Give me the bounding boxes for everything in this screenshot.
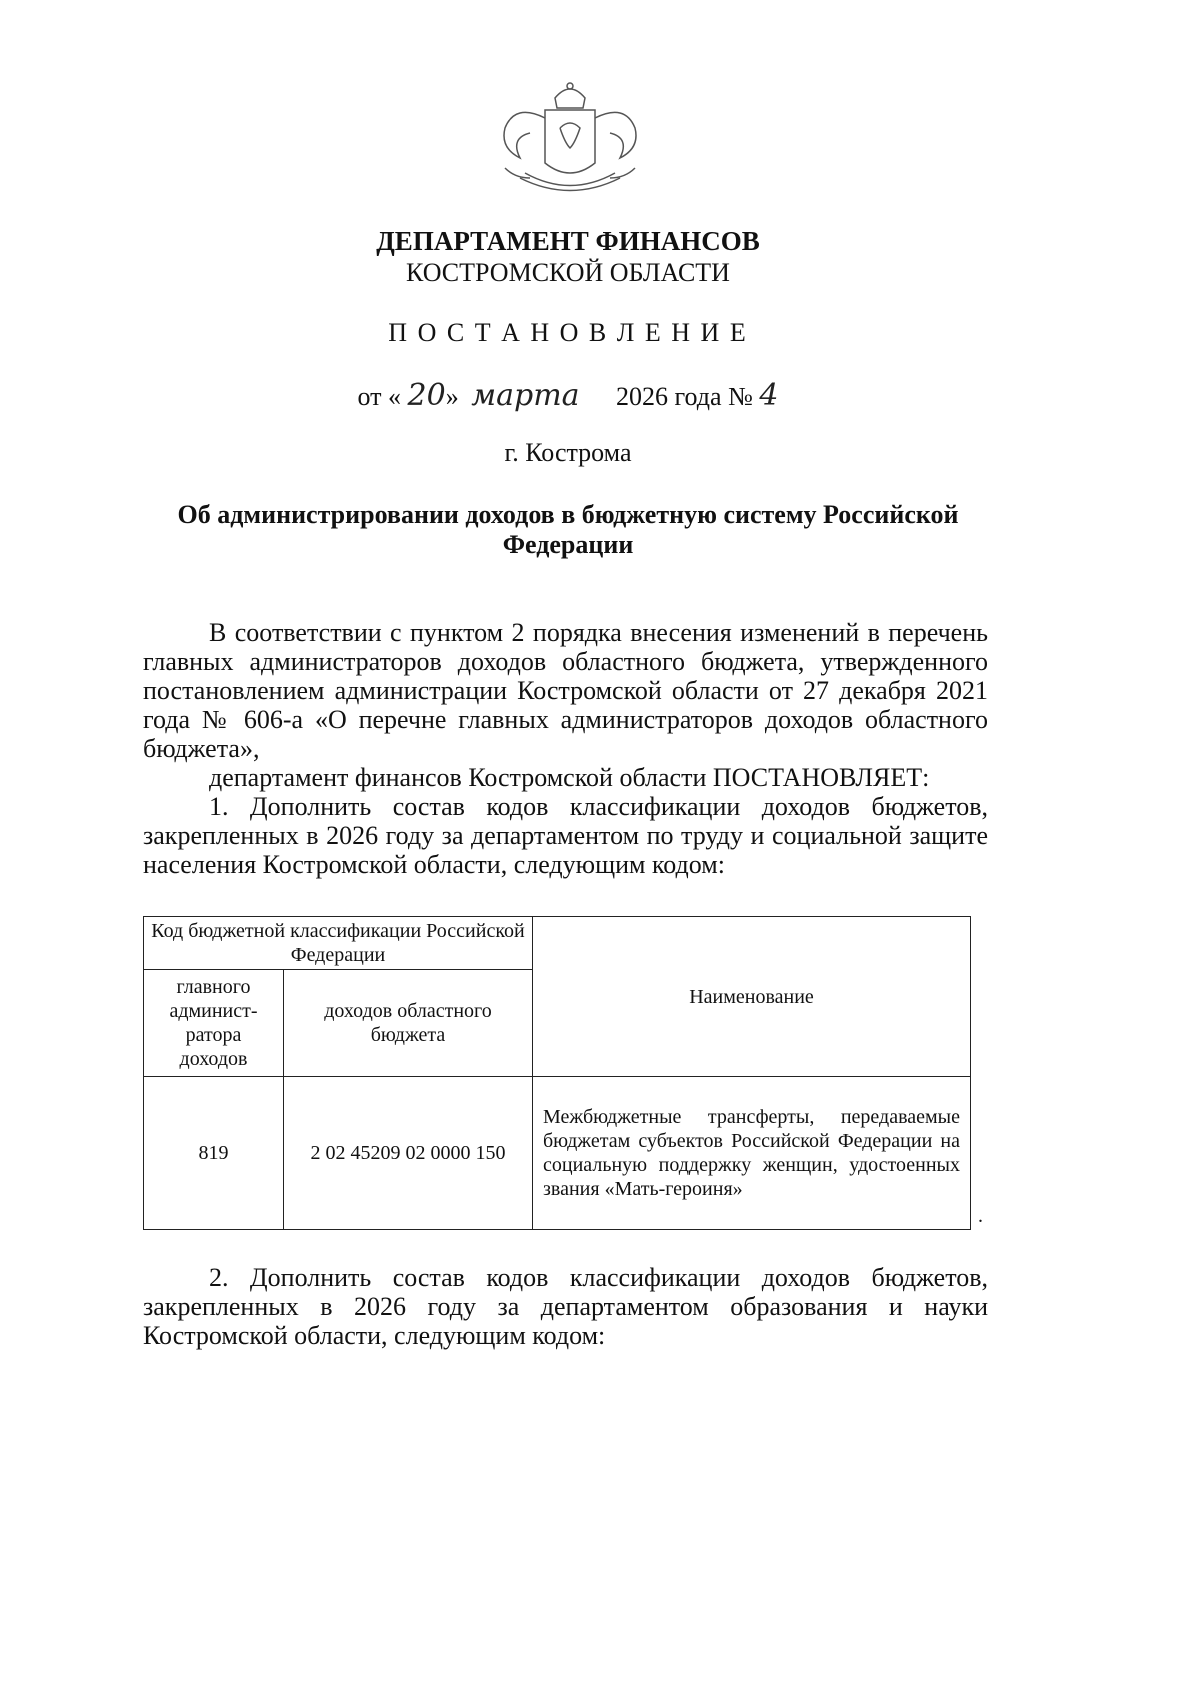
cell-name: Межбюджетные трансферты, передаваемые бюджетам субъектов Российской Федерации на социальную поддержку женщин, удостоенных звания «Мать-героиня» — [533, 1077, 971, 1230]
city: г. Кострома — [504, 438, 632, 467]
date-day: 20 — [407, 378, 446, 413]
col-admin-header: главного админист-ратора доходов — [144, 970, 284, 1077]
org-name-line2: КОСТРОМСКОЙ ОБЛАСТИ — [406, 258, 730, 287]
group-header: Код бюджетной классификации Российской Федерации — [144, 917, 533, 970]
income-codes-table — [143, 916, 971, 1230]
doc-title — [143, 500, 993, 560]
item-2: 2. Дополнить состав кодов классификации доходов бюджетов, закрепленных в 2026 году за департаментом образования и науки Костромской области, следующим кодом: — [143, 1263, 988, 1350]
col-income-header: доходов областного бюджета — [284, 970, 533, 1077]
date-month: марта — [471, 378, 580, 413]
preamble: В соответствии с пунктом 2 порядка внесения изменений в перечень главных администраторов доходов областного бюджета, утвержденного постановлением администрации Костромской области от 27 декабря 2021 года № 606-а «О перечне главных администраторов доходов областного бюджета», — [143, 618, 988, 763]
cell-admin: 819 — [144, 1077, 284, 1230]
doc-type: П О С Т А Н О В Л Е Н И Е — [388, 318, 748, 347]
doc-number: 4 — [759, 378, 779, 413]
body-text — [143, 618, 988, 879]
item-1: 1. Дополнить состав кодов классификации доходов бюджетов, закрепленных в 2026 году за департаментом по труду и социальной защите населения Костромской области, следующим кодом: — [143, 792, 988, 879]
date-mid: » — [445, 382, 459, 411]
decree: департамент финансов Костромской области ПОСТАНОВЛЯЕТ: — [209, 763, 930, 792]
coat-of-arms-emblem — [485, 78, 655, 198]
col-name-header: Наименование — [533, 917, 971, 1077]
title-line2: Федерации — [502, 530, 634, 559]
date-prefix: от « — [357, 382, 402, 411]
date-year: 2026 года № — [616, 382, 753, 411]
title-line1: Об администрировании доходов в бюджетную систему Российской — [177, 500, 959, 529]
table-trailing-dot: . — [978, 1205, 983, 1227]
cell-code: 2 02 45209 02 0000 150 — [284, 1077, 533, 1230]
date-line — [143, 378, 993, 413]
body-text-2 — [143, 1263, 988, 1350]
org-name-line1: ДЕПАРТАМЕНТ ФИНАНСОВ — [376, 226, 760, 256]
table-row — [144, 1077, 971, 1230]
